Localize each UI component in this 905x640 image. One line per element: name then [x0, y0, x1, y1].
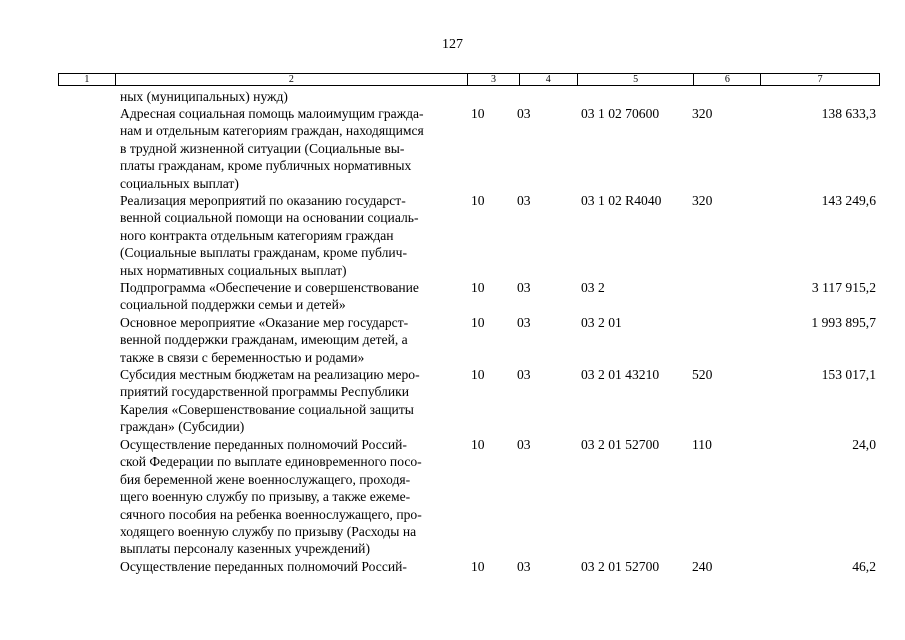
row-amount: 143 249,6	[821, 193, 876, 208]
row-expense-type: 320	[692, 193, 713, 208]
row-subsection: 03	[517, 106, 531, 121]
row-subsection: 03	[517, 559, 531, 574]
row-name-line: Осуществление переданных полномочий Россий-	[120, 437, 407, 452]
row-name-line: сячного пособия на ребенка военнослужащего, про-	[120, 506, 422, 522]
row-name-line: Субсидия местным бюджетам на реализацию меро-	[120, 367, 420, 382]
row-amount: 1 993 895,7	[811, 315, 876, 330]
row-subsection: 03	[517, 315, 531, 330]
header-col-4: 4	[520, 74, 578, 85]
header-col-2: 2	[116, 74, 468, 85]
row-target-code: 03 2 01 52700	[581, 559, 660, 574]
header-col-1: 1	[59, 74, 116, 85]
row-name-line: щего военную службу по призыву, а также ежеме-	[120, 489, 411, 505]
row-section: 10	[471, 315, 485, 330]
row-name-line: граждан» (Субсидии)	[120, 419, 245, 435]
row-name-line: платы гражданам, кроме публичных нормативных	[120, 158, 412, 174]
row-name-line: (Социальные выплаты гражданам, кроме публич-	[120, 245, 408, 261]
row-subsection: 03	[517, 193, 531, 208]
header-col-3: 3	[468, 74, 520, 85]
row-section: 10	[471, 106, 485, 121]
row-name	[120, 192, 455, 279]
row-name-line: бия беременной жене военнослужащего, проходя-	[120, 471, 411, 487]
row-subsection: 03	[517, 437, 531, 452]
row-name	[120, 105, 455, 192]
row-name-line: Осуществление переданных полномочий Россий-	[120, 559, 407, 574]
row-name-line: социальной поддержки семьи и детей»	[120, 297, 346, 313]
row-amount: 46,2	[852, 559, 876, 574]
header-col-5: 5	[578, 74, 695, 85]
row-target-code: 03 2 01 52700	[581, 437, 660, 452]
row-section: 10	[471, 280, 485, 295]
row-name-line: приятий государственной программы Республики	[120, 384, 409, 400]
row-section: 10	[471, 437, 485, 452]
row-name-line: также в связи с беременностью и родами»	[120, 349, 365, 365]
row-name-line: ской Федерации по выплате единовременного посо-	[120, 454, 422, 470]
row-expense-type: 320	[692, 106, 713, 121]
row-name-line: ного контракта отдельным категориям граждан	[120, 227, 394, 243]
table-header	[58, 73, 880, 86]
row-target-code: 03 2 01	[581, 315, 622, 330]
row-name-line: ных нормативных социальных выплат)	[120, 262, 347, 278]
row-expense-type: 240	[692, 559, 713, 574]
row-name	[120, 279, 455, 314]
row-name-line: венной поддержки гражданам, имеющим детей, а	[120, 332, 408, 348]
row-section: 10	[471, 559, 485, 574]
row-name-line: нам и отдельным категориям граждан, находящимся	[120, 123, 424, 139]
row-name-line: социальных выплат)	[120, 175, 239, 191]
row-name-line: ходящего военную службу по призыву (Расходы на	[120, 524, 417, 540]
header-col-7: 7	[817, 74, 823, 85]
row-expense-type: 520	[692, 367, 713, 382]
row-name-line: Реализация мероприятий по оказанию государст-	[120, 193, 406, 208]
row-name-line: венной социальной помощи на основании социаль-	[120, 210, 419, 226]
header-col-6: 6	[694, 74, 761, 85]
row-amount: 24,0	[852, 437, 876, 452]
row-target-code: 03 2	[581, 280, 605, 295]
row-subsection: 03	[517, 280, 531, 295]
row-section: 10	[471, 193, 485, 208]
row-name-line: Карелия «Совершенствование социальной защиты	[120, 401, 414, 417]
row-amount: 3 117 915,2	[811, 280, 876, 295]
row-name-line: в трудной жизненной ситуации (Социальные вы-	[120, 140, 405, 156]
row-name	[120, 366, 455, 436]
row-name-line: Основное мероприятие «Оказание мер государст-	[120, 315, 409, 330]
row-name-line: Адресная социальная помощь малоимущим гражда-	[120, 106, 424, 121]
row-target-code: 03 2 01 43210	[581, 367, 660, 382]
row-subsection: 03	[517, 367, 531, 382]
continuation-text: ных (муниципальных) нужд)	[120, 89, 288, 104]
row-name-line: выплаты персоналу казенных учреждений)	[120, 541, 370, 557]
row-name-line: Подпрограмма «Обеспечение и совершенствование	[120, 280, 419, 295]
row-target-code: 03 1 02 R4040	[581, 193, 662, 208]
row-target-code: 03 1 02 70600	[581, 106, 660, 121]
row-expense-type: 110	[692, 437, 712, 452]
page-number: 127	[442, 37, 463, 52]
row-section: 10	[471, 367, 485, 382]
row-name	[120, 314, 455, 366]
row-name	[120, 436, 455, 558]
row-name	[120, 558, 455, 575]
row-amount: 153 017,1	[821, 367, 876, 382]
row-amount: 138 633,3	[821, 106, 876, 121]
